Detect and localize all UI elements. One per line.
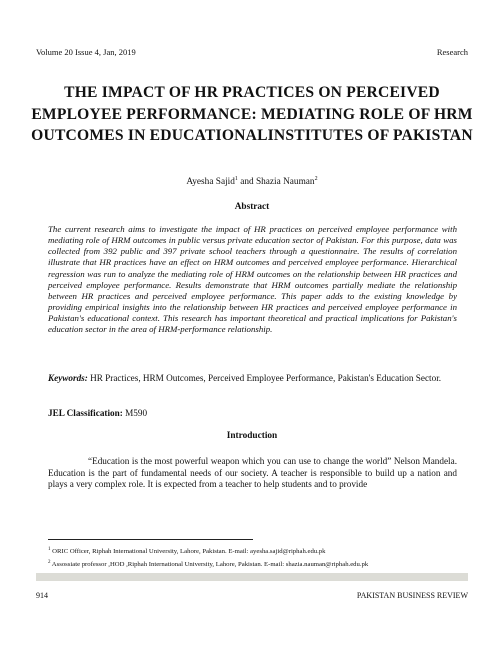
footnote-2-text: Assossiate professor ,HOD ,Riphah International University, Lahore, Pakistan. E-mail: shazia.nauman@riphah.edu.pk: [50, 560, 369, 568]
author-joiner: and: [237, 177, 256, 188]
author-line: [36, 176, 468, 187]
jel-label: JEL Classification:: [48, 408, 123, 418]
footnote-1-mark: 1: [48, 547, 51, 552]
jel-code: M590: [122, 408, 148, 418]
introduction-heading: Introduction: [226, 431, 278, 441]
keywords-text: HR Practices, HRM Outcomes, Perceived Employee Performance, Pakistan's Education Sector.: [87, 373, 442, 383]
footer-band: [36, 573, 468, 581]
footnotes: [48, 545, 457, 570]
keywords-paragraph: [48, 373, 457, 385]
footnote-2: [48, 558, 457, 571]
journal-name: PAKISTAN BUSINESS REVIEW: [356, 591, 468, 600]
running-footer: [36, 591, 468, 600]
footnote-2-mark: 2: [48, 559, 51, 565]
paper-title: THE IMPACT OF HR PRACTICES ON PERCEIVED EMPLOYEE PERFORMANCE: MEDIATING ROLE OF HRM OUTCOMES IN EDUCATIONALINSTITUTES OF PAKISTAN: [31, 84, 473, 144]
section-label: Research: [436, 47, 468, 57]
footnote-1: [48, 545, 457, 558]
footnote-divider: [48, 539, 253, 540]
introduction-text: “Education is the most powerful weapon which you can use to change the world” Nelson Mandela. Education is the part of fundamental needs of our society. A teacher is responsible to build up a nation and plays a very complex role. It is expected from a teacher to help students and to provide: [48, 456, 457, 489]
author-2-footnote-mark: 2: [314, 176, 318, 182]
author-1-footnote-mark: 1: [234, 176, 238, 182]
page-number: 914: [36, 591, 48, 600]
footnote-1-text: ORIC Officer, Riphah International University, Lahore, Pakistan. E-mail: ayesha.sajid@riphah.edu.pk: [50, 548, 326, 556]
abstract-heading: Abstract: [234, 202, 270, 212]
keywords-label: Keywords:: [48, 373, 88, 383]
jel-classification: [48, 408, 457, 418]
author-1: Ayesha Sajid: [186, 177, 235, 188]
volume-info: Volume 20 Issue 4, Jan, 2019: [36, 47, 136, 57]
running-header: [36, 47, 468, 57]
abstract-text: The current research aims to investigate the impact of HR practices on perceived employee performance with mediating role of HRM outcomes in public versus private education sector of Pakistan. For this purpose, data was collected from 392 public and 397 private school teachers through a questionnaire. The results of correlation illustrate that HR practices have an effect on HRM outcomes and perceived employee performance. Hierarchical regression was run to analyze the mediating role of HRM outcomes on the relationship between HR practices and perceived employee performance. Results demonstrate that HRM outcomes partially mediate the relationship between HR practices and perceived employee performance. This paper adds to the existing knowledge by providing empirical insights into the relationship between HR practices and perceived employee performance in Pakistan's educational context. This research has important theoretical and practical implications for Pakistan's education sector in the area of HRM-performance relationship.: [48, 224, 457, 335]
author-2: Shazia Nauman: [255, 177, 315, 188]
